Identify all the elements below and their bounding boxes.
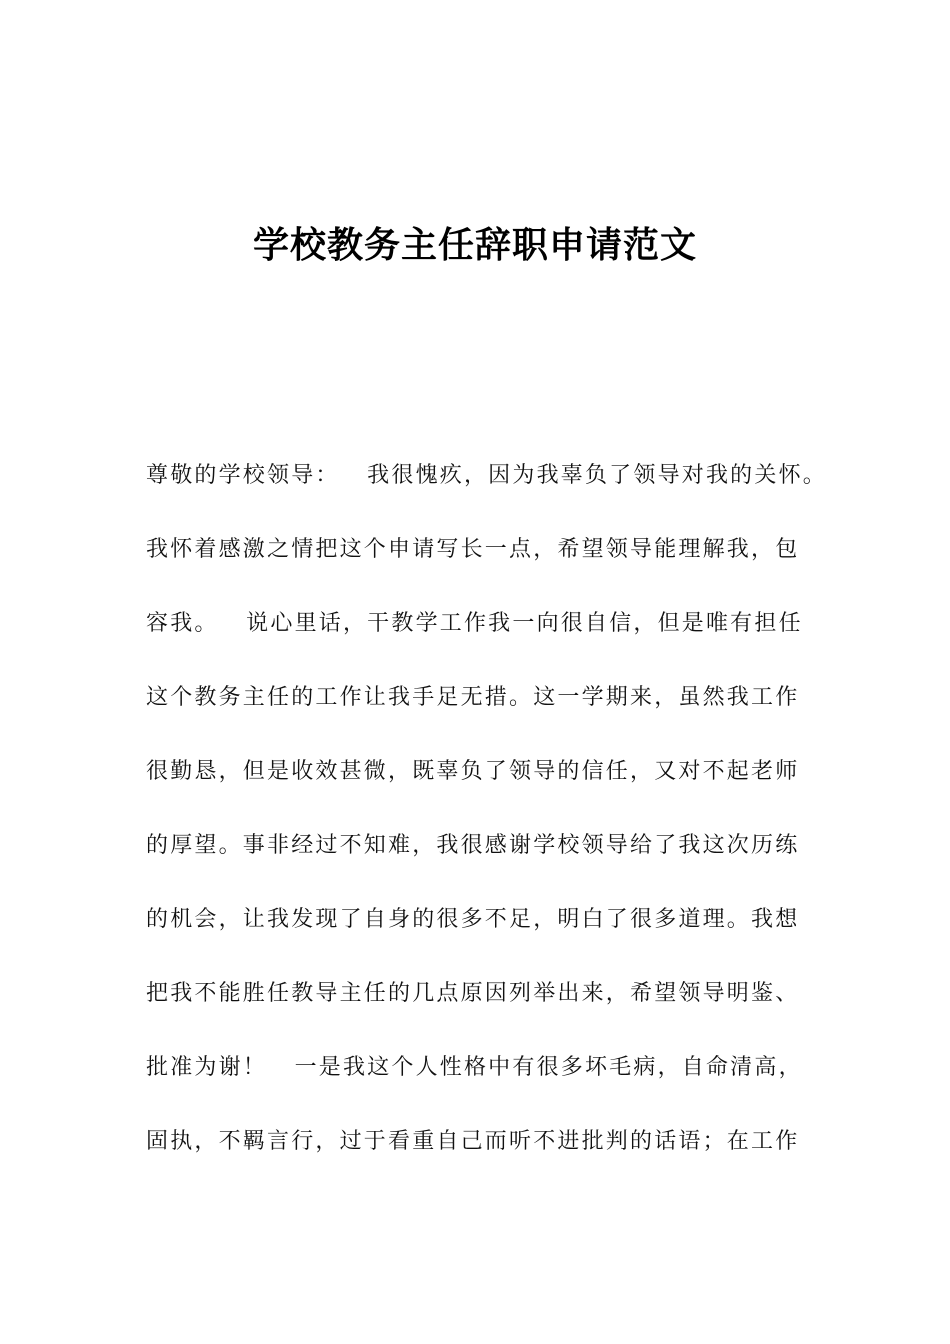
body-line-10: 固执，不羁言行，过于看重自己而听不进批判的话语；在工作: [146, 1129, 800, 1154]
body-line-1: 尊敬的学校领导： 我很愧疚，因为我辜负了领导对我的关怀。: [146, 463, 827, 488]
body-line-8: 把我不能胜任教导主任的几点原因列举出来，希望领导明鉴、: [146, 981, 800, 1006]
body-line-4: 这个教务主任的工作让我手足无措。这一学期来，虽然我工作: [146, 685, 800, 710]
body-line-9: 批准为谢！ 一是我这个人性格中有很多坏毛病，自命清高，: [146, 1055, 803, 1080]
body-line-5: 很勤恳，但是收效甚微，既辜负了领导的信任，又对不起老师: [146, 759, 800, 784]
document-title: 学校教务主任辞职申请范文: [252, 225, 697, 266]
body-line-7: 的机会，让我发现了自身的很多不足，明白了很多道理。我想: [146, 907, 800, 932]
body-line-2: 我怀着感激之情把这个申请写长一点，希望领导能理解我，包: [146, 537, 800, 562]
document-body: [146, 451, 846, 1191]
body-line-3: 容我。 说心里话，干教学工作我一向很自信，但是唯有担任: [146, 611, 803, 636]
body-line-6: 的厚望。事非经过不知难，我很感谢学校领导给了我这次历练: [146, 833, 800, 858]
